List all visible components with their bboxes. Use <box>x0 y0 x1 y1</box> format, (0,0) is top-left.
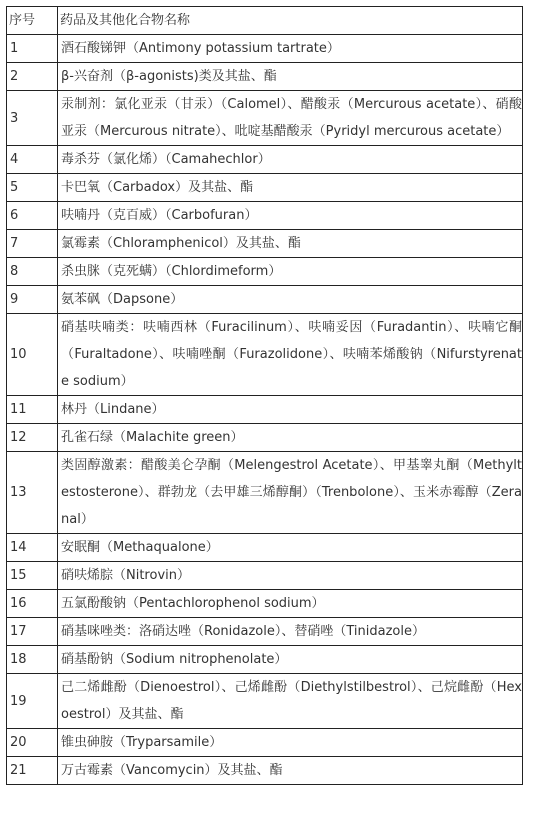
table-body <box>7 35 523 785</box>
row-serial-number: 11 <box>7 396 58 424</box>
row-compound-name: 林丹（Lindane） <box>58 396 523 424</box>
table-row <box>7 534 523 562</box>
table-row <box>7 202 523 230</box>
row-compound-name: 氨苯砜（Dapsone） <box>58 286 523 314</box>
table-row <box>7 286 523 314</box>
row-compound-name: 卡巴氧（Carbadox）及其盐、酯 <box>58 174 523 202</box>
row-compound-name: 汞制剂：氯化亚汞（甘汞）（Calomel）、醋酸汞（Mercurous acetate）、硝酸亚汞（Mercurous nitrate）、吡啶基醋酸汞（Pyridyl mercurous acetate） <box>58 91 523 146</box>
row-compound-name: 锥虫砷胺（Tryparsamile） <box>58 729 523 757</box>
row-compound-name: 硝基酚钠（Sodium nitrophenolate） <box>58 646 523 674</box>
row-compound-name: 毒杀芬（氯化烯）（Camahechlor） <box>58 146 523 174</box>
banned-drug-table <box>6 6 523 785</box>
row-serial-number: 21 <box>7 757 58 785</box>
row-compound-name: 类固醇激素：醋酸美仑孕酮（Melengestrol Acetate）、甲基睾丸酮（Methyltestosterone）、群勃龙（去甲雄三烯醇酮）（Trenbolone）、玉米赤霉醇（Zeranal） <box>58 452 523 534</box>
row-compound-name: 杀虫脒（克死螨）（Chlordimeform） <box>58 258 523 286</box>
row-serial-number: 5 <box>7 174 58 202</box>
table-row <box>7 174 523 202</box>
table-row <box>7 646 523 674</box>
table-row <box>7 674 523 729</box>
row-compound-name: 氯霉素（Chloramphenicol）及其盐、酯 <box>58 230 523 258</box>
table-row <box>7 424 523 452</box>
row-serial-number: 18 <box>7 646 58 674</box>
row-compound-name: 万古霉素（Vancomycin）及其盐、酯 <box>58 757 523 785</box>
table-row <box>7 396 523 424</box>
table-row <box>7 757 523 785</box>
table-row <box>7 562 523 590</box>
row-compound-name: 硝基咪唑类：洛硝达唑（Ronidazole）、替硝唑（Tinidazole） <box>58 618 523 646</box>
row-serial-number: 19 <box>7 674 58 729</box>
table-row <box>7 590 523 618</box>
row-compound-name: 安眠酮（Methaqualone） <box>58 534 523 562</box>
table-row <box>7 91 523 146</box>
row-serial-number: 15 <box>7 562 58 590</box>
header-serial-number: 序号 <box>7 7 58 35</box>
row-compound-name: 己二烯雌酚（Dienoestrol）、己烯雌酚（Diethylstilbestrol）、己烷雌酚（Hexoestrol）及其盐、酯 <box>58 674 523 729</box>
row-serial-number: 20 <box>7 729 58 757</box>
header-compound-name: 药品及其他化合物名称 <box>58 7 523 35</box>
row-serial-number: 2 <box>7 63 58 91</box>
row-compound-name: 硝呋烯腙（Nitrovin） <box>58 562 523 590</box>
row-compound-name: 孔雀石绿（Malachite green） <box>58 424 523 452</box>
table-row <box>7 63 523 91</box>
table-header-row <box>7 7 523 35</box>
row-compound-name: β-兴奋剂（β-agonists)类及其盐、酯 <box>58 63 523 91</box>
row-serial-number: 6 <box>7 202 58 230</box>
table-row <box>7 314 523 396</box>
row-compound-name: 硝基呋喃类：呋喃西林（Furacilinum）、呋喃妥因（Furadantin）、呋喃它酮（Furaltadone）、呋喃唑酮（Furazolidone）、呋喃苯烯酸钠（Nifurstyrenate sodium） <box>58 314 523 396</box>
row-serial-number: 13 <box>7 452 58 534</box>
table-row <box>7 618 523 646</box>
table-row <box>7 452 523 534</box>
table-row <box>7 258 523 286</box>
table-row <box>7 230 523 258</box>
table-row <box>7 146 523 174</box>
row-serial-number: 8 <box>7 258 58 286</box>
row-compound-name: 酒石酸锑钾（Antimony potassium tartrate） <box>58 35 523 63</box>
row-serial-number: 14 <box>7 534 58 562</box>
row-serial-number: 4 <box>7 146 58 174</box>
row-compound-name: 五氯酚酸钠（Pentachlorophenol sodium） <box>58 590 523 618</box>
row-serial-number: 9 <box>7 286 58 314</box>
row-serial-number: 10 <box>7 314 58 396</box>
row-compound-name: 呋喃丹（克百威）（Carbofuran） <box>58 202 523 230</box>
row-serial-number: 1 <box>7 35 58 63</box>
row-serial-number: 12 <box>7 424 58 452</box>
row-serial-number: 17 <box>7 618 58 646</box>
row-serial-number: 7 <box>7 230 58 258</box>
table-row <box>7 729 523 757</box>
table-row <box>7 35 523 63</box>
row-serial-number: 16 <box>7 590 58 618</box>
row-serial-number: 3 <box>7 91 58 146</box>
